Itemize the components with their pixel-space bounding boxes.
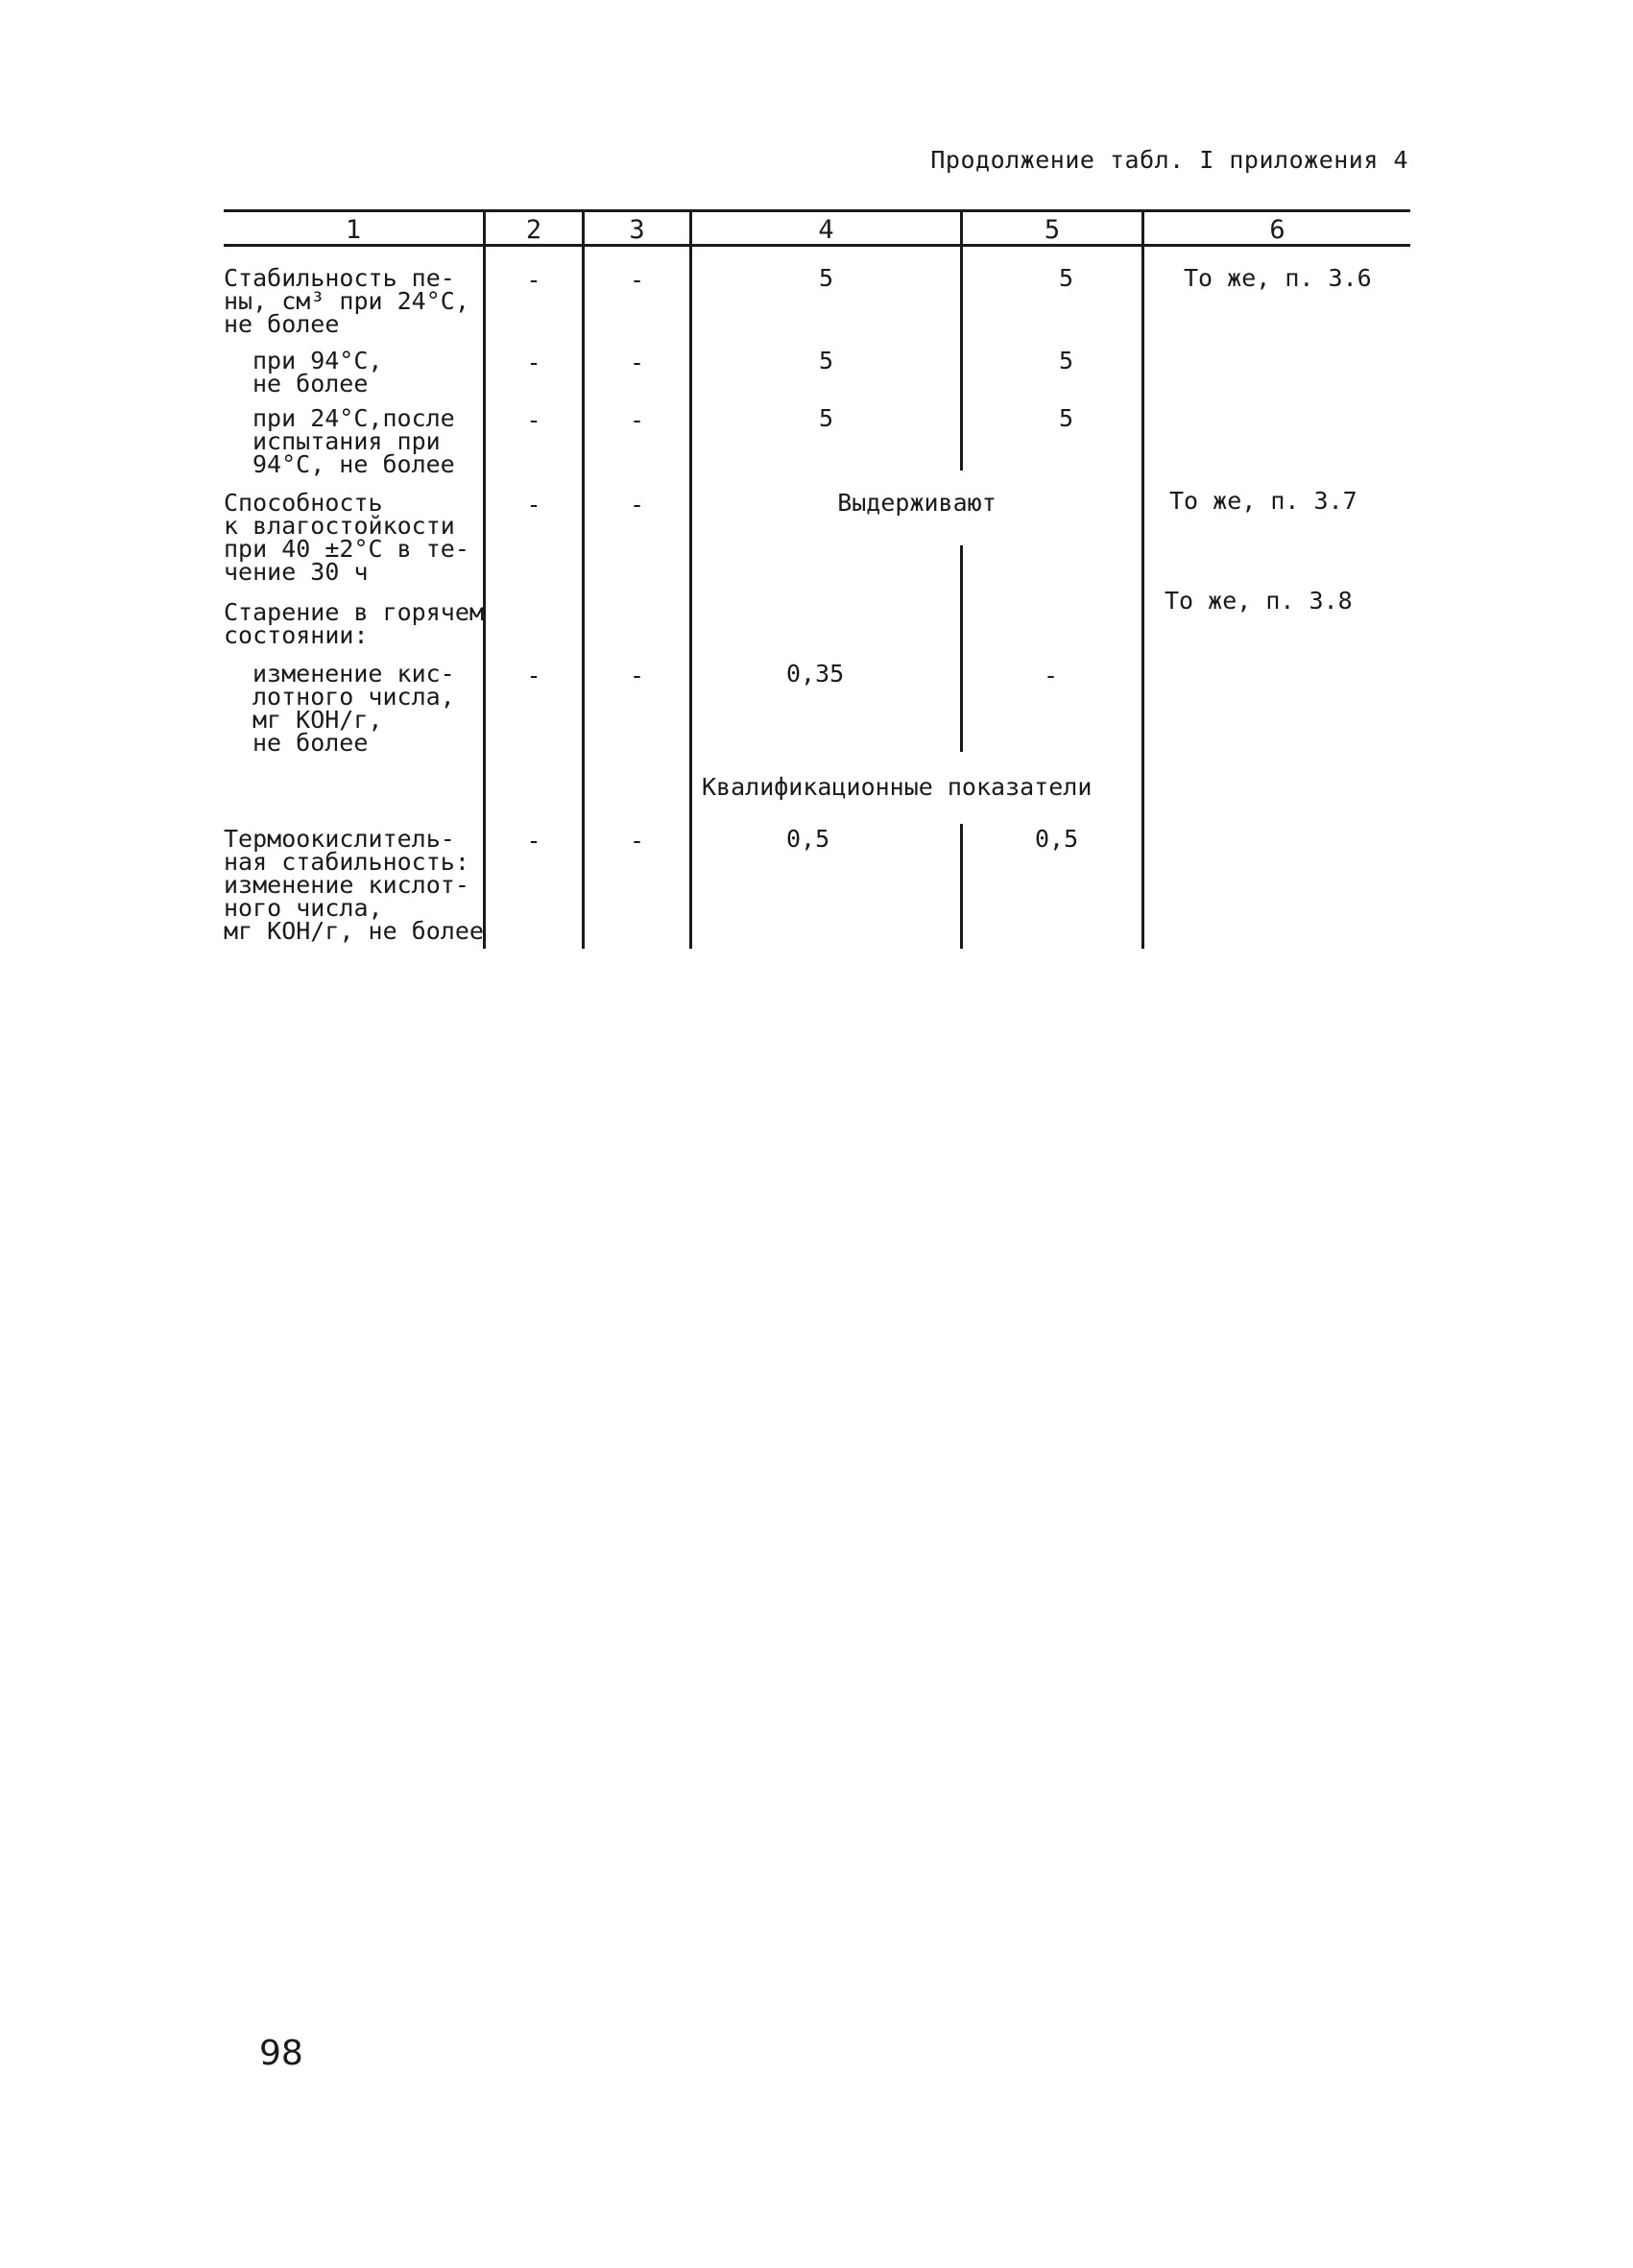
value-cell: - — [629, 406, 645, 434]
value-cell: - — [1044, 662, 1059, 689]
column-divider — [960, 545, 963, 752]
value-cell: 0,35 — [786, 660, 845, 688]
section-heading: Квалификационные показатели — [702, 773, 1093, 801]
column-divider — [1141, 209, 1144, 949]
column-divider — [689, 209, 692, 949]
value-cell: - — [526, 266, 541, 294]
column-number: 3 — [629, 215, 645, 245]
value-cell: - — [526, 662, 541, 689]
test-method-cell: То же, п. 3.8 — [1165, 587, 1353, 615]
value-cell: - — [629, 662, 645, 689]
properties-table — [224, 209, 1410, 949]
indicator-cell: при 94°С, не более — [252, 347, 383, 398]
indicator-cell: Способность к влагостойкости при 40 ±2°С в те- чение 30 ч — [224, 489, 469, 586]
column-number: 2 — [525, 215, 542, 245]
test-method-cell: То же, п. 3.6 — [1184, 264, 1372, 292]
value-cell: 5 — [1059, 347, 1074, 374]
column-number: 1 — [345, 215, 362, 245]
value-cell: 0,5 — [1035, 825, 1079, 853]
test-method-cell: То же, п. 3.7 — [1169, 487, 1357, 515]
value-cell: 5 — [1059, 404, 1074, 432]
value-cell: - — [526, 491, 541, 519]
column-number: 4 — [818, 215, 834, 245]
column-divider — [960, 824, 963, 949]
value-cell: - — [629, 827, 645, 855]
indicator-cell: Стабильность пе- ны, см³ при 24°С, не более — [224, 264, 469, 338]
indicator-cell: Старение в горячем состоянии: — [224, 598, 484, 649]
value-cell: 0,5 — [786, 825, 830, 853]
table-top-rule — [224, 209, 1410, 212]
merged-value-cell: Выдерживают — [837, 489, 997, 517]
value-cell: 5 — [818, 264, 834, 292]
value-cell: - — [526, 406, 541, 434]
indicator-cell: изменение кис- лотного числа, мг КОН/г, не более — [252, 660, 455, 757]
value-cell: - — [526, 827, 541, 855]
value-cell: 5 — [1059, 264, 1074, 292]
value-cell: - — [526, 349, 541, 376]
value-cell: 5 — [818, 404, 834, 432]
value-cell: - — [629, 491, 645, 519]
value-cell: - — [629, 266, 645, 294]
table-continuation-header: Продолжение табл. I приложения 4 — [930, 146, 1408, 174]
indicator-cell: Термоокислитель- ная стабильность: изменение кислот- ного числа, мг КОН/г, не более — [224, 825, 484, 945]
column-number: 6 — [1269, 215, 1285, 245]
value-cell: 5 — [818, 347, 834, 374]
page-number: 98 — [259, 2034, 303, 2073]
indicator-cell: при 24°С,после испытания при 94°С, не более — [252, 404, 455, 478]
column-divider — [960, 209, 963, 470]
value-cell: - — [629, 349, 645, 376]
column-number: 5 — [1044, 215, 1061, 245]
